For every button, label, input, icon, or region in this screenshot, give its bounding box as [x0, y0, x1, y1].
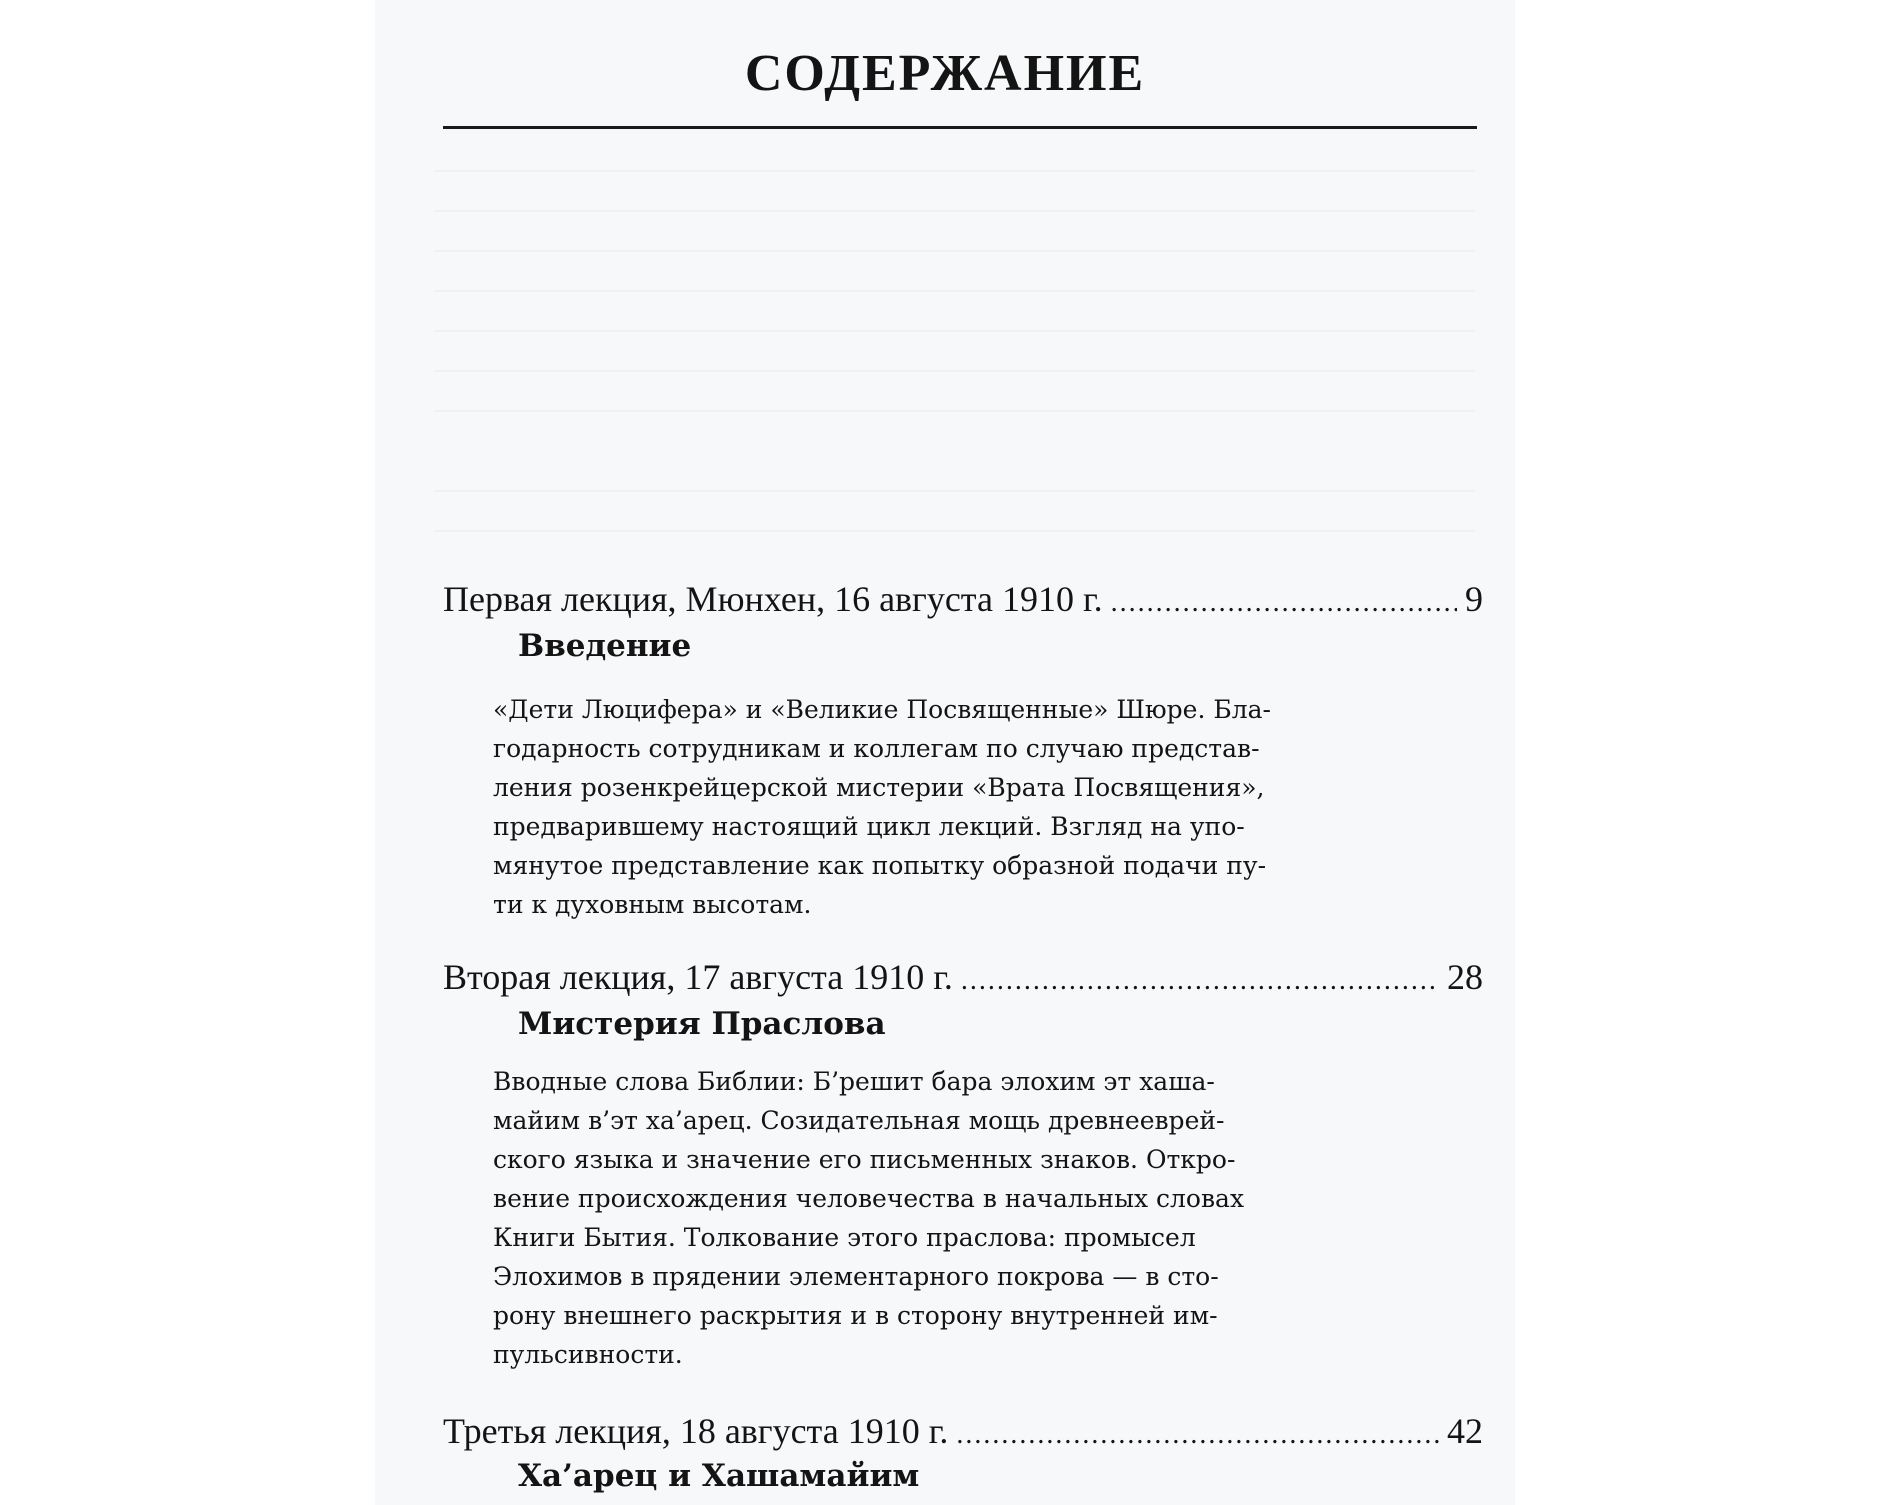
summary-line: ления розенкрейцерской мистерии «Врата Посвящения», [493, 773, 1265, 802]
lecture-summary [493, 1062, 1448, 1374]
summary-line: майим в’эт ха’арец. Созидательная мощь древнееврей- [493, 1106, 1225, 1135]
page-number: 42 [1447, 1411, 1483, 1451]
bleed-through-line [435, 370, 1475, 372]
lecture-title: Введение [518, 628, 692, 664]
bleed-through-line [435, 210, 1475, 212]
page-title: СОДЕРЖАНИЕ [744, 45, 1146, 102]
summary-line: предварившему настоящий цикл лекций. Взгляд на упо- [493, 812, 1245, 841]
bleed-through-line [435, 290, 1475, 292]
bleed-through-line [435, 530, 1475, 532]
dot-leader [961, 965, 1439, 997]
summary-line: «Дети Люцифера» и «Великие Посвященные» Шюре. Бла- [493, 695, 1271, 724]
summary-line: Вводные слова Библии: Б’решит бара элохим эт хаша- [493, 1067, 1215, 1096]
bleed-through-line [435, 410, 1475, 412]
summary-line: ти к духовным высотам. [493, 890, 812, 919]
summary-line: Элохимов в прядении элементарного покрова — в сто- [493, 1262, 1219, 1291]
lecture-summary [493, 690, 1448, 924]
toc-entry-line[interactable] [443, 578, 1483, 620]
summary-line: годарность сотрудникам и коллегам по случаю представ- [493, 734, 1260, 763]
book-page [375, 0, 1515, 1505]
lecture-title: Мистерия Праслова [518, 1006, 886, 1042]
summary-line: вение происхождения человечества в начальных словах [493, 1184, 1245, 1213]
summary-line: мянутое представление как попытку образной подачи пу- [493, 851, 1267, 880]
dot-leader [1111, 587, 1457, 619]
bleed-through-line [435, 330, 1475, 332]
lecture-title: Ха’арец и Хашамайим [518, 1458, 920, 1494]
page-number: 28 [1447, 957, 1483, 997]
summary-line: рону внешнего раскрытия и в сторону внутренней им- [493, 1301, 1218, 1330]
summary-line: пульсивности. [493, 1340, 683, 1369]
toc-entry-line[interactable] [443, 956, 1483, 998]
lecture-heading: Вторая лекция, 17 августа 1910 г. [443, 957, 953, 997]
dot-leader [956, 1419, 1439, 1451]
bleed-through-line [435, 170, 1475, 172]
summary-line: ского языка и значение его письменных знаков. Откро- [493, 1145, 1236, 1174]
title-underline [443, 126, 1477, 129]
bleed-through-line [435, 250, 1475, 252]
summary-line: Книги Бытия. Толкование этого праслова: промысел [493, 1223, 1196, 1252]
page-number: 9 [1465, 579, 1483, 619]
lecture-heading: Первая лекция, Мюнхен, 16 августа 1910 г. [443, 579, 1103, 619]
bleed-through-line [435, 490, 1475, 492]
toc-entry-line[interactable] [443, 1410, 1483, 1452]
lecture-heading: Третья лекция, 18 августа 1910 г. [443, 1411, 949, 1451]
